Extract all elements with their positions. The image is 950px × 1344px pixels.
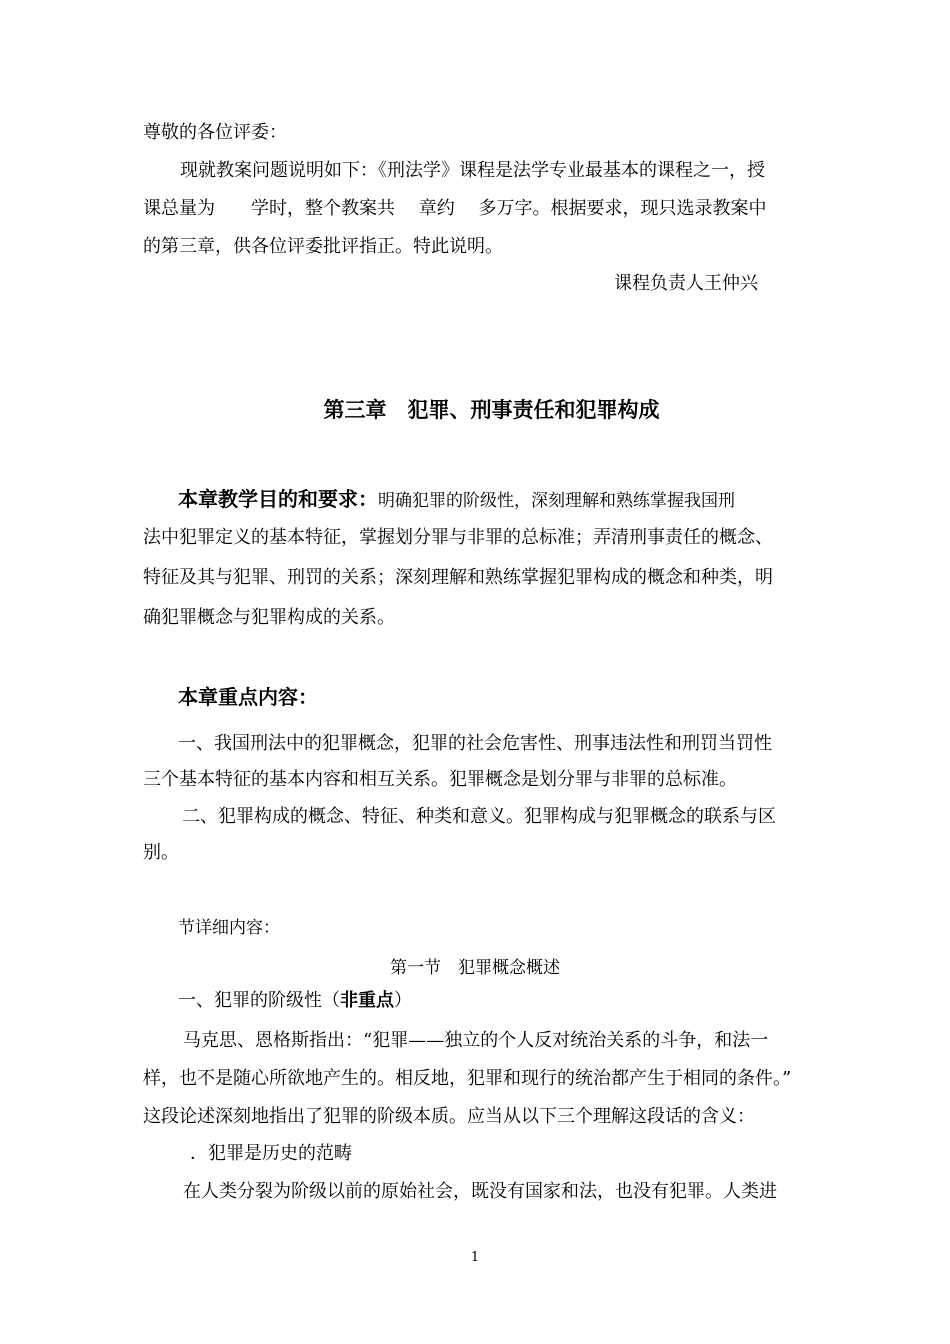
- details-line-4: ．犯罪是历史的范畴: [190, 1143, 352, 1164]
- objectives-heading: 本章教学目的和要求：: [178, 487, 378, 511]
- key-points-heading: 本章重点内容：: [178, 685, 318, 709]
- salutation: 尊敬的各位评委：: [143, 122, 287, 143]
- objectives-line-2: 法中犯罪定义的基本特征，掌握划分罪与非罪的总标准；弄清刑事责任的概念、: [143, 527, 773, 548]
- key-points-line-3: 二、犯罪构成的概念、特征、种类和意义。犯罪构成与犯罪概念的联系与区: [182, 806, 776, 827]
- objectives-first-line: [178, 485, 735, 515]
- objectives-line-4: 确犯罪概念与犯罪构成的关系。: [143, 607, 395, 628]
- key-points-line-1: 一、我国刑法中的犯罪概念，犯罪的社会危害性、刑事违法性和刑罚当罚性: [178, 733, 772, 754]
- details-line-3: 这段论述深刻地指出了犯罪的阶级本质。应当从以下三个理解这段话的含义：: [143, 1106, 755, 1127]
- letter-line-2: 课总量为 学时，整个教案共 章约 多万字。根据要求，现只选录教案中: [143, 198, 767, 219]
- details-line-2: 样，也不是随心所欲地产生的。相反地，犯罪和现行的统治都产生于相同的条件。”: [143, 1068, 792, 1089]
- section-title: 第一节 犯罪概念概述: [390, 958, 560, 978]
- key-points-line-4: 别。: [143, 842, 179, 863]
- letter-line-1: 现就教案问题说明如下：《刑法学》课程是法学专业最基本的课程之一，授: [180, 160, 765, 181]
- letter-line-3: 的第三章，供各位评委批评指正。特此说明。: [143, 236, 503, 257]
- details-subheading: [178, 988, 412, 1014]
- chapter-title: 第三章 犯罪、刑事责任和犯罪构成: [323, 398, 660, 422]
- objectives-line-1: 明确犯罪的阶级性，深刻理解和熟练掌握我国刑: [378, 491, 735, 511]
- details-line-1: 马克思、恩格斯指出：“犯罪——独立的个人反对统治关系的斗争，和法一: [183, 1030, 769, 1051]
- subheading-prefix: 一、犯罪的阶级性（: [178, 990, 340, 1011]
- details-line-5: 在人类分裂为阶级以前的原始社会，既没有国家和法，也没有犯罪。人类进: [183, 1181, 777, 1202]
- page-number: 1: [470, 1250, 480, 1265]
- subheading-suffix: ）: [394, 990, 412, 1011]
- objectives-line-3: 特征及其与犯罪、刑罚的关系；深刻理解和熟练掌握犯罪构成的概念和种类，明: [143, 567, 773, 588]
- subheading-bold: 非重点: [340, 990, 394, 1011]
- signature: 课程负责人王仲兴: [614, 273, 758, 294]
- key-points-line-2: 三个基本特征的基本内容和相互关系。犯罪概念是划分罪与非罪的总标准。: [143, 769, 737, 790]
- details-heading: 节详细内容：: [178, 918, 280, 938]
